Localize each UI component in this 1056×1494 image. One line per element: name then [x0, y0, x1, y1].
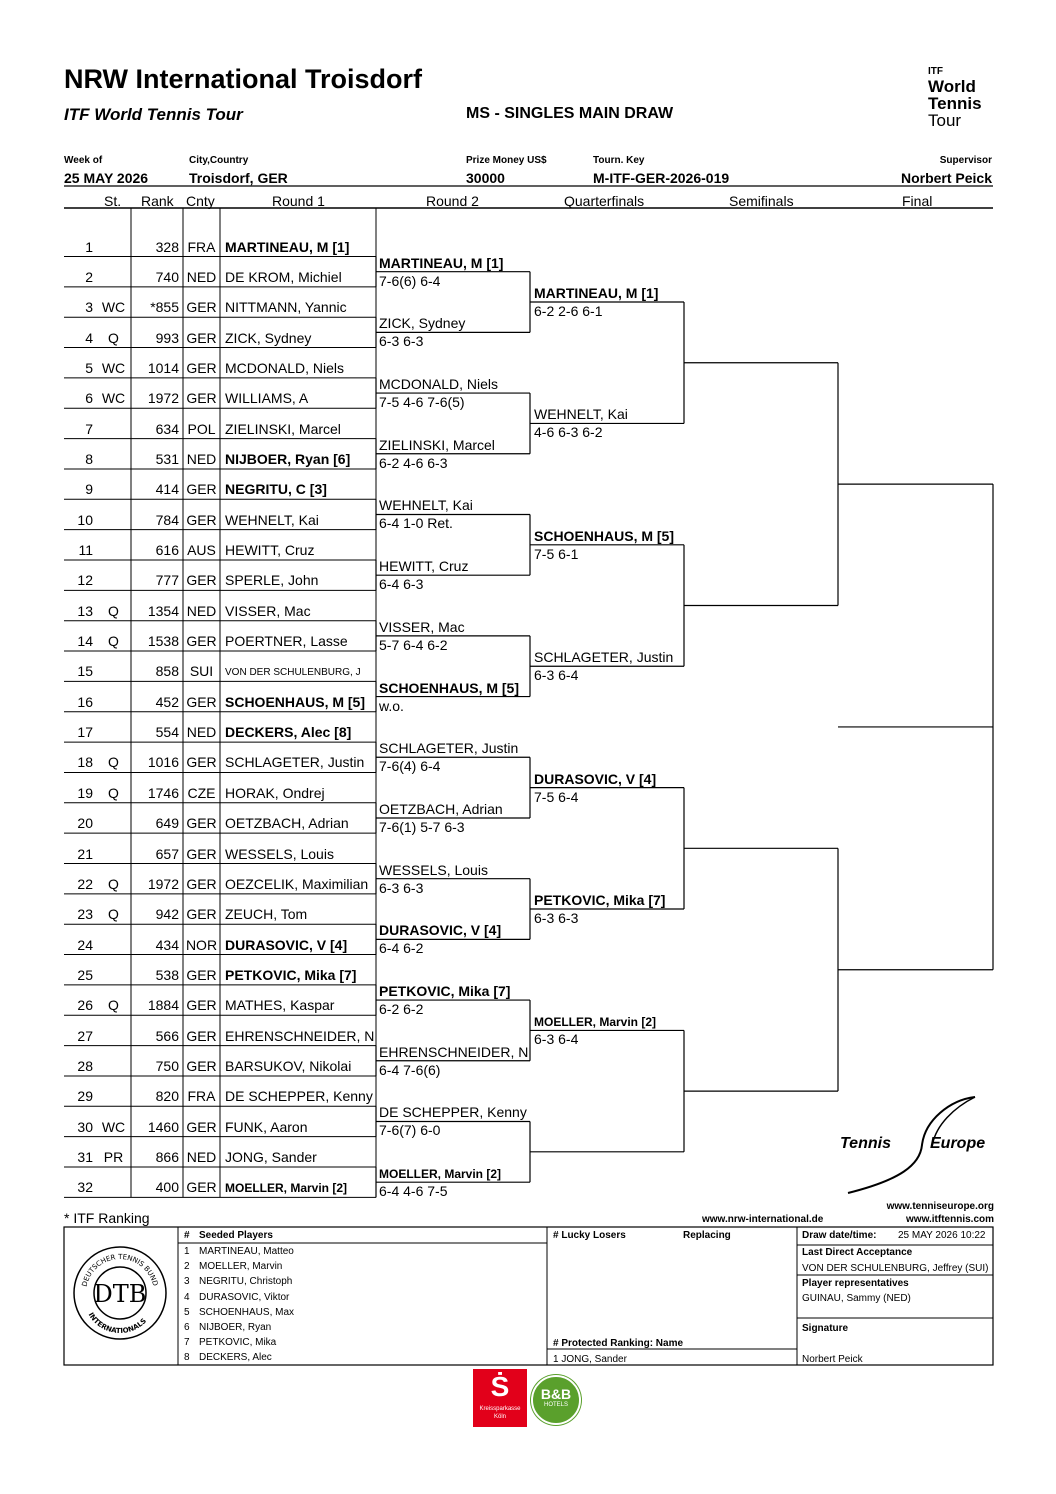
- seed-name: SCHOENHAUS, Max: [199, 1306, 295, 1318]
- player-rank: 858: [155, 663, 179, 680]
- player-country: GER: [186, 1118, 217, 1135]
- bb-text: B&B: [540, 1386, 572, 1402]
- quarterfinal-score: 4-6 6-3 6-2: [534, 424, 603, 441]
- player-name: MOELLER, Marvin [2]: [225, 1181, 348, 1196]
- player-reps-label: Player representatives: [802, 1278, 909, 1289]
- round2-score: 5-7 6-4 6-2: [379, 636, 448, 653]
- round2-score: 6-2 6-2: [379, 1001, 424, 1018]
- round2-winner: SCHLAGETER, Justin: [379, 740, 519, 757]
- seed-number: 5: [184, 1306, 190, 1318]
- draw-position: 1: [85, 238, 93, 255]
- draw-position: 2: [85, 268, 93, 285]
- player-country: GER: [186, 966, 217, 983]
- website-itf[interactable]: www.itftennis.com: [906, 1214, 994, 1225]
- player-country: GER: [186, 1179, 217, 1196]
- seed-name: NIJBOER, Ryan: [199, 1322, 272, 1333]
- itf-logo-line3: Tour: [928, 111, 962, 130]
- col-round1: Round 1: [272, 193, 325, 209]
- player-rank: 400: [155, 1179, 179, 1196]
- draw-position: 22: [77, 875, 93, 892]
- player-rank: 1884: [147, 997, 179, 1014]
- player-country: GER: [186, 906, 217, 923]
- player-country: GER: [186, 329, 217, 346]
- round2-winner: MARTINEAU, M [1]: [379, 254, 504, 271]
- itf-logo-line2: Tennis: [928, 94, 982, 113]
- draw-position: 31: [77, 1149, 93, 1165]
- week-label: Week of: [64, 155, 103, 166]
- tourn-key-label: Tourn. Key: [593, 155, 645, 166]
- player-rank: 1538: [147, 633, 179, 650]
- seed-number: 2: [184, 1261, 190, 1273]
- round2-winner: OETZBACH, Adrian: [379, 800, 503, 817]
- player-country: GER: [186, 693, 217, 710]
- player-name: VISSER, Mac: [225, 602, 311, 619]
- dtb-ring-top: DEUTSCHER TENNIS BUND: [80, 1252, 160, 1288]
- player-rank: 750: [155, 1057, 179, 1074]
- sparkasse-name: Kreissparkasse Köln: [479, 1406, 521, 1420]
- round2-score: 7-6(4) 6-4: [379, 758, 441, 775]
- draw-position: 8: [85, 450, 93, 467]
- bb-hotels-text: HOTELS: [543, 1402, 568, 1408]
- player-status: Q: [108, 784, 119, 801]
- draw-position: 13: [77, 602, 93, 619]
- player-country: GER: [186, 1057, 217, 1074]
- draw-position: 27: [77, 1027, 93, 1044]
- player-name: EHRENSCHNEIDER, N: [225, 1027, 375, 1044]
- itf-logo-line1: World: [928, 77, 976, 96]
- round2-winner: VISSER, Mac: [379, 618, 465, 635]
- player-name: WEHNELT, Kai: [225, 511, 319, 528]
- player-rank: 1354: [147, 602, 179, 619]
- draw-position: 3: [85, 299, 93, 316]
- player-name: FUNK, Aaron: [225, 1118, 308, 1135]
- seed-name: NEGRITU, Christoph: [199, 1276, 293, 1288]
- player-rank: 328: [155, 238, 179, 255]
- tennis-europe-logo-left: Tennis: [840, 1135, 891, 1152]
- seeded-hash: #: [184, 1230, 190, 1241]
- draw-position: 18: [77, 754, 93, 771]
- draw-position: 15: [77, 663, 93, 680]
- round2-score: 6-4 7-6(6): [379, 1061, 441, 1078]
- draw-position: 17: [77, 724, 93, 741]
- round2-winner: PETKOVIC, Mika [7]: [379, 983, 511, 1000]
- player-country: NED: [186, 268, 217, 285]
- seed-number: 3: [184, 1276, 190, 1288]
- seed-number: 6: [184, 1322, 190, 1333]
- draw-position: 19: [77, 784, 93, 801]
- player-country: NED: [186, 1149, 217, 1165]
- quarterfinal-winner: SCHOENHAUS, M [5]: [534, 527, 675, 544]
- round2-score: 6-4 1-0 Ret.: [379, 515, 453, 532]
- player-rank: 866: [155, 1149, 179, 1165]
- player-name: ZICK, Sydney: [225, 329, 312, 346]
- player-name: NIJBOER, Ryan [6]: [225, 450, 351, 467]
- col-quarterfinals: Quarterfinals: [564, 193, 645, 209]
- player-country: FRA: [187, 1088, 216, 1105]
- player-name: BARSUKOV, Nikolai: [225, 1057, 352, 1074]
- seeded-title: Seeded Players: [199, 1230, 273, 1241]
- player-rank: 566: [155, 1027, 179, 1044]
- quarterfinal-winner: WEHNELT, Kai: [534, 406, 628, 423]
- player-name: HORAK, Ondrej: [225, 784, 325, 801]
- player-country: GER: [186, 815, 217, 832]
- col-cnty: Cnty: [186, 193, 215, 209]
- player-country: GER: [186, 633, 217, 650]
- quarterfinal-score: 6-3 6-4: [534, 667, 579, 684]
- round2-score: 6-2 4-6 6-3: [379, 454, 448, 471]
- player-rank: 1972: [147, 390, 179, 407]
- round2-winner: EHRENSCHNEIDER, N: [379, 1043, 529, 1060]
- player-status: Q: [108, 633, 119, 650]
- player-rank: 1972: [147, 875, 179, 892]
- player-name: SPERLE, John: [225, 572, 319, 589]
- round2-winner: WEHNELT, Kai: [379, 497, 473, 514]
- player-status: WC: [101, 299, 126, 316]
- quarterfinal-winner: PETKOVIC, Mika [7]: [534, 892, 666, 909]
- quarterfinal-winner: DURASOVIC, V [4]: [534, 770, 657, 787]
- tournament-title: NRW International Troisdorf: [64, 64, 423, 94]
- player-name: WILLIAMS, A: [225, 390, 309, 407]
- player-rank: 616: [155, 542, 179, 558]
- player-name: OETZBACH, Adrian: [225, 815, 349, 832]
- player-country: AUS: [187, 542, 216, 558]
- seed-number: 4: [184, 1291, 190, 1303]
- player-rank: 531: [155, 450, 179, 467]
- round2-score: 6-4 4-6 7-5: [379, 1183, 448, 1200]
- draw-position: 6: [85, 390, 93, 407]
- round2-winner: SCHOENHAUS, M [5]: [379, 679, 520, 696]
- player-country: GER: [186, 390, 217, 407]
- draw-position: 32: [77, 1179, 93, 1196]
- player-name: ZIELINSKI, Marcel: [225, 420, 341, 437]
- player-country: GER: [186, 997, 217, 1014]
- prize-label: Prize Money US$: [466, 155, 547, 166]
- player-name: WESSELS, Louis: [225, 845, 334, 862]
- player-rank: 414: [155, 481, 179, 498]
- round2-score: 6-3 6-3: [379, 879, 424, 896]
- player-rank: 538: [155, 966, 179, 983]
- player-rank: 1460: [147, 1118, 179, 1135]
- player-name: MCDONALD, Niels: [225, 359, 345, 376]
- website-nrw[interactable]: www.nrw-international.de: [702, 1214, 824, 1225]
- tourn-key-value: M-ITF-GER-2026-019: [593, 170, 730, 186]
- tennis-europe-logo-right: Europe: [930, 1135, 986, 1152]
- seed-name: DECKERS, Alec: [199, 1352, 272, 1364]
- player-rank: 784: [155, 511, 179, 528]
- player-country: GER: [186, 754, 217, 771]
- week-value: 25 MAY 2026: [64, 170, 149, 186]
- round2-winner: ZICK, Sydney: [379, 315, 466, 332]
- player-status: Q: [108, 875, 119, 892]
- player-country: GER: [186, 875, 217, 892]
- protected-ranking-title: # Protected Ranking: Name: [553, 1338, 684, 1349]
- player-status: Q: [108, 602, 119, 619]
- signature-value: Norbert Peick: [802, 1354, 863, 1365]
- city-value: Troisdorf, GER: [189, 170, 288, 186]
- replacing-label: Replacing: [683, 1230, 731, 1241]
- seed-name: PETKOVIC, Mika: [199, 1337, 277, 1349]
- draw-position: 28: [77, 1057, 93, 1074]
- round2-winner: WESSELS, Louis: [379, 861, 488, 878]
- prize-value: 30000: [466, 170, 505, 186]
- draw-position: 7: [85, 420, 93, 437]
- round2-winner: MCDONALD, Niels: [379, 376, 499, 393]
- col-semifinals: Semifinals: [729, 193, 794, 209]
- player-name: ZEUCH, Tom: [225, 906, 308, 923]
- player-rank: 1746: [147, 784, 179, 801]
- player-rank: 452: [155, 693, 179, 710]
- player-status: Q: [108, 906, 119, 923]
- draw-name: MS - SINGLES MAIN DRAW: [466, 105, 674, 122]
- round2-winner: ZIELINSKI, Marcel: [379, 436, 495, 453]
- player-name: DECKERS, Alec [8]: [225, 724, 352, 741]
- round2-winner: HEWITT, Cruz: [379, 558, 469, 575]
- player-country: NED: [186, 450, 217, 467]
- player-rank: 1014: [147, 359, 179, 376]
- draw-position: 20: [77, 815, 93, 832]
- supervisor-label: Supervisor: [939, 155, 992, 166]
- round2-score: 6-4 6-2: [379, 940, 424, 957]
- draw-position: 23: [77, 906, 93, 923]
- player-name: NEGRITU, C [3]: [225, 481, 327, 498]
- player-name: PETKOVIC, Mika [7]: [225, 966, 357, 983]
- seed-name: DURASOVIC, Viktor: [199, 1291, 290, 1303]
- round2-score: 7-5 4-6 7-6(5): [379, 394, 465, 411]
- round2-winner: DE SCHEPPER, Kenny: [379, 1104, 527, 1121]
- player-rank: 634: [155, 420, 179, 437]
- player-status: Q: [108, 997, 119, 1014]
- itf-logo-small: ITF: [928, 66, 943, 77]
- player-rank: 434: [155, 936, 179, 953]
- tour-subtitle: ITF World Tennis Tour: [64, 105, 243, 124]
- lda-label: Last Direct Acceptance: [802, 1247, 913, 1258]
- seed-number: 8: [184, 1352, 190, 1364]
- player-status: Q: [108, 329, 119, 346]
- player-rank: 649: [155, 815, 179, 832]
- player-rank: 657: [155, 845, 179, 862]
- draw-position: 4: [85, 329, 93, 346]
- draw-position: 30: [77, 1118, 93, 1135]
- quarterfinal-winner: MARTINEAU, M [1]: [534, 285, 659, 302]
- player-country: GER: [186, 845, 217, 862]
- seed-name: MARTINEAU, Matteo: [199, 1246, 294, 1257]
- dtb-logo: [72, 1245, 168, 1341]
- player-name: HEWITT, Cruz: [225, 542, 315, 558]
- player-country: GER: [186, 299, 217, 316]
- draw-position: 16: [77, 693, 93, 710]
- dtb-ring-bottom: INTERNATIONALS: [86, 1311, 149, 1336]
- sparkasse-s-icon: Ṡ: [490, 1371, 510, 1402]
- quarterfinal-score: 7-5 6-1: [534, 545, 579, 562]
- quarterfinal-score: 6-2 2-6 6-1: [534, 303, 603, 320]
- city-label: City,Country: [189, 155, 249, 166]
- draw-position: 25: [77, 966, 93, 983]
- player-name: VON DER SCHULENBURG, J: [225, 667, 361, 679]
- player-name: MARTINEAU, M [1]: [225, 238, 350, 255]
- draw-position: 24: [77, 936, 93, 953]
- itf-ranking-note: * ITF Ranking: [64, 1210, 150, 1226]
- player-country: SUI: [189, 663, 214, 680]
- quarterfinal-score: 6-3 6-4: [534, 1031, 579, 1048]
- player-status: WC: [101, 1118, 126, 1135]
- player-rank: 820: [155, 1088, 179, 1105]
- col-round2: Round 2: [426, 193, 479, 209]
- round2-winner: DURASOVIC, V [4]: [379, 922, 502, 939]
- player-country: NOR: [185, 936, 218, 953]
- player-status: Q: [108, 754, 119, 771]
- player-country: NED: [186, 724, 217, 741]
- col-st: St.: [104, 193, 122, 209]
- player-country: GER: [186, 1027, 217, 1044]
- quarterfinal-winner: MOELLER, Marvin [2]: [534, 1015, 657, 1030]
- draw-position: 11: [78, 542, 93, 558]
- bb-hotels-logo: [531, 1375, 581, 1425]
- protected-ranking-entry: 1 JONG, Sander: [553, 1354, 627, 1365]
- draw-position: 12: [77, 572, 93, 589]
- player-status: PR: [103, 1149, 124, 1165]
- player-rank: *855: [150, 299, 179, 316]
- player-name: POERTNER, Lasse: [225, 633, 348, 650]
- seed-number: 1: [184, 1246, 190, 1257]
- player-rank: 740: [155, 268, 179, 285]
- player-rank: 554: [155, 724, 179, 741]
- player-name: DE SCHEPPER, Kenny: [225, 1088, 373, 1105]
- player-country: FRA: [187, 238, 216, 255]
- player-rank: 942: [155, 906, 179, 923]
- player-name: DURASOVIC, V [4]: [225, 936, 348, 953]
- signature-label: Signature: [802, 1323, 849, 1334]
- quarterfinal-score: 7-5 6-4: [534, 788, 579, 805]
- draw-date-value: 25 MAY 2026 10:22: [898, 1230, 986, 1241]
- tennis-europe-swoosh-icon: [840, 1095, 980, 1195]
- player-country: GER: [186, 481, 217, 498]
- player-country: GER: [186, 572, 217, 589]
- player-country: GER: [186, 359, 217, 376]
- draw-position: 14: [77, 633, 93, 650]
- player-country: CZE: [187, 784, 216, 801]
- round2-score: w.o.: [379, 697, 404, 714]
- round2-score: 7-6(1) 5-7 6-3: [379, 818, 465, 835]
- round2-score: 6-3 6-3: [379, 333, 424, 350]
- player-name: OEZCELIK, Maximilian: [225, 875, 369, 892]
- dtb-letters: DTB: [93, 1280, 147, 1308]
- col-rank: Rank: [141, 193, 174, 209]
- draw-position: 9: [85, 481, 93, 498]
- player-rank: 993: [155, 329, 179, 346]
- player-country: POL: [187, 420, 216, 437]
- round2-score: 7-6(6) 6-4: [379, 272, 441, 289]
- player-name: DE KROM, Michiel: [225, 268, 342, 285]
- player-reps-value: GUINAU, Sammy (NED): [802, 1293, 911, 1304]
- player-rank: 777: [155, 572, 179, 589]
- lucky-losers-title: # Lucky Losers: [553, 1230, 626, 1241]
- website-tenniseurope[interactable]: www.tenniseurope.org: [886, 1201, 994, 1212]
- round2-winner: MOELLER, Marvin [2]: [379, 1167, 502, 1182]
- col-final: Final: [902, 193, 933, 209]
- player-name: SCHOENHAUS, M [5]: [225, 693, 366, 710]
- round2-score: 6-4 6-3: [379, 576, 424, 593]
- player-name: MATHES, Kaspar: [225, 997, 335, 1014]
- seed-number: 7: [184, 1337, 190, 1349]
- seed-name: MOELLER, Marvin: [199, 1261, 283, 1273]
- player-name: SCHLAGETER, Justin: [225, 754, 365, 771]
- lda-value: VON DER SCHULENBURG, Jeffrey (SUI): [802, 1263, 989, 1274]
- draw-date-label: Draw date/time:: [802, 1230, 877, 1241]
- player-status: WC: [101, 359, 126, 376]
- draw-position: 26: [77, 997, 93, 1014]
- draw-position: 5: [85, 359, 93, 376]
- quarterfinal-score: 6-3 6-3: [534, 910, 579, 927]
- kreissparkasse-logo: [473, 1369, 527, 1427]
- draw-position: 21: [77, 845, 93, 862]
- round2-score: 7-6(7) 6-0: [379, 1122, 441, 1139]
- supervisor-value: Norbert Peick: [900, 170, 992, 186]
- player-name: NITTMANN, Yannic: [225, 299, 347, 316]
- player-country: GER: [186, 511, 217, 528]
- player-name: JONG, Sander: [225, 1149, 317, 1165]
- player-rank: 1016: [147, 754, 179, 771]
- quarterfinal-winner: SCHLAGETER, Justin: [534, 649, 674, 666]
- player-country: NED: [186, 602, 217, 619]
- draw-position: 10: [77, 511, 93, 528]
- player-status: WC: [101, 390, 126, 407]
- draw-position: 29: [77, 1088, 93, 1105]
